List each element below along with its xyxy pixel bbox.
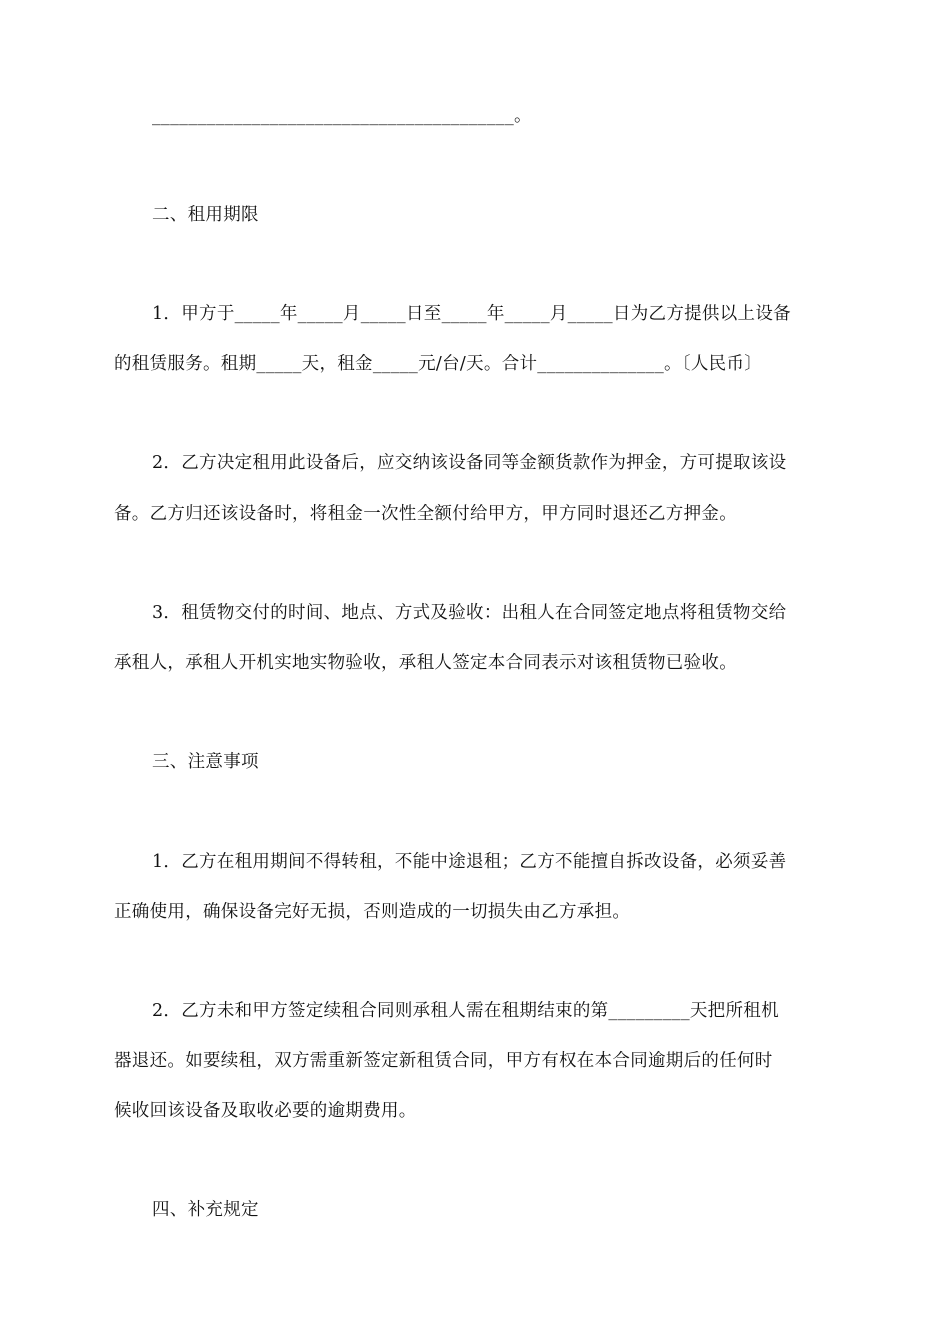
paragraph-line: 的租赁服务。租期_____天，租金_____元/台/天。合计______________。〔人民币〕 <box>114 354 763 374</box>
paragraph-line: 候收回该设备及取收必要的逾期费用。 <box>114 1101 417 1121</box>
paragraph-line: 1．甲方于_____年_____月_____日至_____年_____月_____日为乙方提供以上设备 <box>152 304 791 324</box>
paragraph-line: 承租人，承租人开机实地实物验收，承租人签定本合同表示对该租赁物已验收。 <box>114 653 737 673</box>
paragraph-line: 正确使用，确保设备完好无损，否则造成的一切损失由乙方承担。 <box>114 902 631 922</box>
paragraph-line: 2．乙方未和甲方签定续租合同则承租人需在租期结束的第_________天把所租机 <box>152 1001 779 1021</box>
section-heading-supplementary: 四、补充规定 <box>152 1200 259 1220</box>
blank-fill-line: ________________________________________。 <box>152 106 532 126</box>
paragraph-line: 器退还。如要续租，双方需重新签定新租赁合同，甲方有权在本合同逾期后的任何时 <box>114 1051 773 1071</box>
section-heading-rental-period: 二、租用期限 <box>152 205 259 225</box>
paragraph-line: 2．乙方决定租用此设备后，应交纳该设备同等金额货款作为押金，方可提取该设 <box>152 453 787 473</box>
section-heading-notes: 三、注意事项 <box>152 752 259 772</box>
paragraph-line: 1．乙方在租用期间不得转租，不能中途退租；乙方不能擅自拆改设备，必须妥善 <box>152 852 787 872</box>
paragraph-line: 备。乙方归还该设备时，将租金一次性全额付给甲方，甲方同时退还乙方押金。 <box>114 504 737 524</box>
paragraph-line: 3．租赁物交付的时间、地点、方式及验收：出租人在合同签定地点将租赁物交给 <box>152 603 787 623</box>
